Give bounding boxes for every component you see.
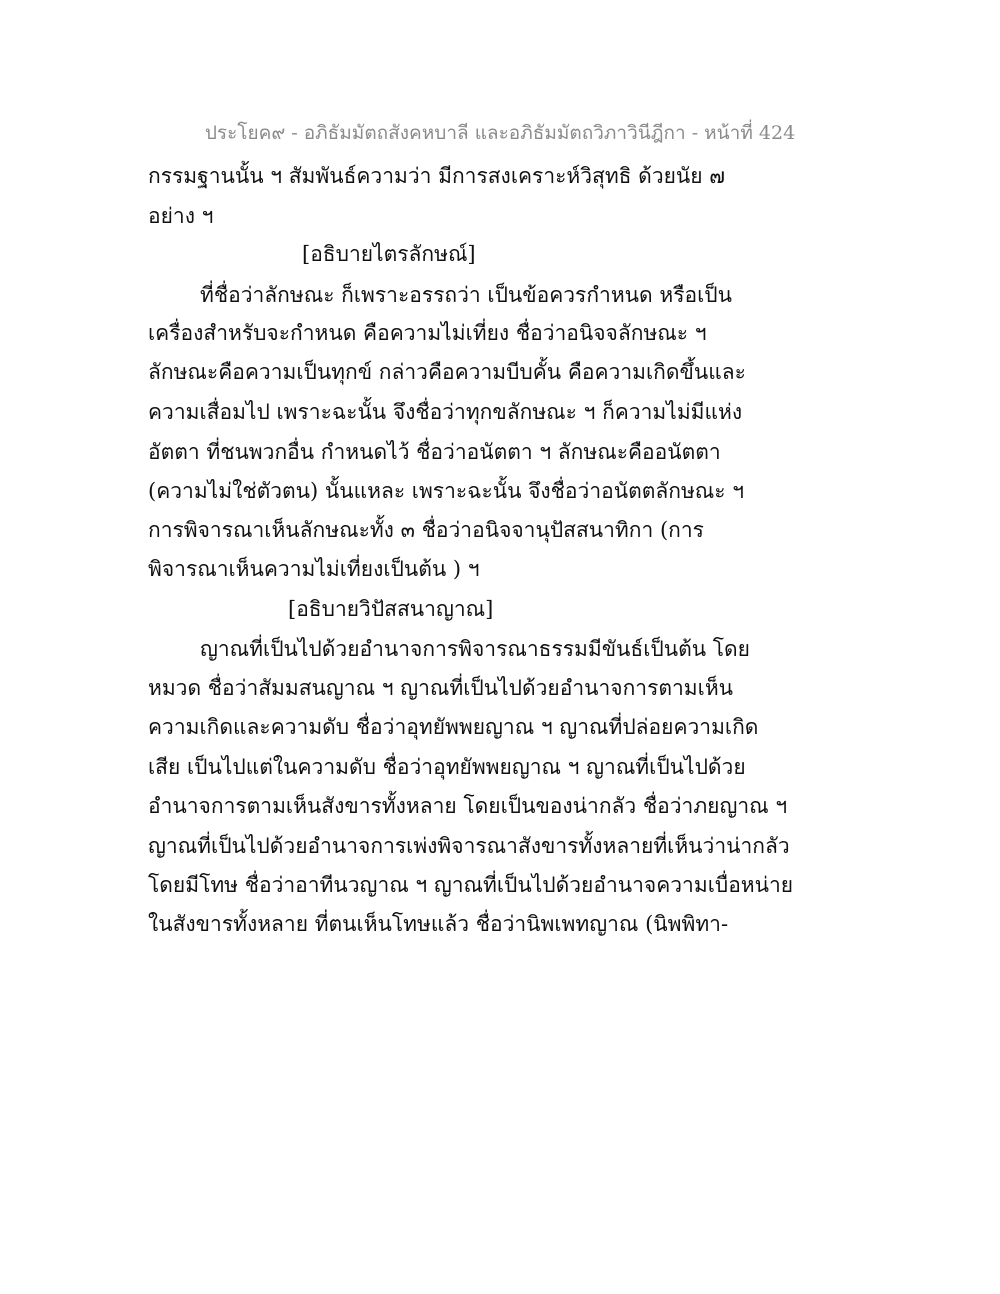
text-line: หมวด ชื่อว่าสัมมสนญาณ ฯ ญาณที่เป็นไปด้วยอำนาจการตามเห็น: [148, 676, 734, 700]
text-line: ญาณที่เป็นไปด้วยอำนาจการเพ่งพิจารณาสังขารทั้งหลายที่เห็นว่าน่ากลัว: [148, 834, 790, 858]
text-line: อำนาจการตามเห็นสังขารทั้งหลาย โดยเป็นของน่ากลัว ชื่อว่าภยญาณ ฯ: [148, 794, 788, 818]
text-line: อย่าง ฯ: [148, 204, 214, 228]
text-line: ลักษณะคือความเป็นทุกข์ กล่าวคือความบีบคั้น คือความเกิดขึ้นและ: [148, 360, 746, 384]
text-line: ญาณที่เป็นไปด้วยอำนาจการพิจารณาธรรมมีขันธ์เป็นต้น โดย: [200, 637, 750, 661]
section-heading-vipassana: [อธิบายวิปัสสนาญาณ]: [288, 597, 494, 621]
text-line: ความเสื่อมไป เพราะฉะนั้น จึงชื่อว่าทุกขลักษณะ ฯ ก็ความไม่มีแห่ง: [148, 400, 743, 424]
text-line: (ความไม่ใช่ตัวตน) นั้นแหละ เพราะฉะนั้น จึงชื่อว่าอนัตตลักษณะ ฯ: [148, 479, 745, 503]
text-line: อัตตา ที่ชนพวกอื่น กำหนดไว้ ชื่อว่าอนัตตา ฯ ลักษณะคืออนัตตา: [148, 440, 721, 464]
page-header: ประโยค๙ - อภิธัมมัตถสังคหบาลี และอภิธัมมัตถวิภาวินีฎีกา - หน้าที่ 424: [204, 122, 796, 144]
text-line: การพิจารณาเห็นลักษณะทั้ง ๓ ชื่อว่าอนิจจานุปัสสนาทิกา (การ: [148, 518, 704, 542]
section-heading-trilakkhana: [อธิบายไตรลักษณ์]: [302, 242, 476, 266]
text-line: ในสังขารทั้งหลาย ที่ตนเห็นโทษแล้ว ชื่อว่านิพเพทญาณ (นิพพิทา-: [148, 912, 729, 936]
text-line: โดยมีโทษ ชื่อว่าอาทีนวญาณ ฯ ญาณที่เป็นไปด้วยอำนาจความเบื่อหน่าย: [148, 873, 794, 897]
text-line: พิจารณาเห็นความไม่เที่ยงเป็นต้น ) ฯ: [148, 557, 480, 581]
text-line: เครื่องสำหรับจะกำหนด คือความไม่เที่ยง ชื่อว่าอนิจจลักษณะ ฯ: [148, 321, 707, 345]
text-line: เสีย เป็นไปแต่ในความดับ ชื่อว่าอุทยัพพยญาณ ฯ ญาณที่เป็นไปด้วย: [148, 755, 746, 779]
text-line: ที่ชื่อว่าลักษณะ ก็เพราะอรรถว่า เป็นข้อควรกำหนด หรือเป็น: [200, 283, 732, 307]
text-line: ความเกิดและความดับ ชื่อว่าอุทยัพพยญาณ ฯ ญาณที่ปล่อยความเกิด: [148, 715, 759, 739]
text-line: กรรมฐานนั้น ฯ สัมพันธ์ความว่า มีการสงเคราะห์วิสุทธิ ด้วยนัย ๗: [148, 164, 726, 188]
